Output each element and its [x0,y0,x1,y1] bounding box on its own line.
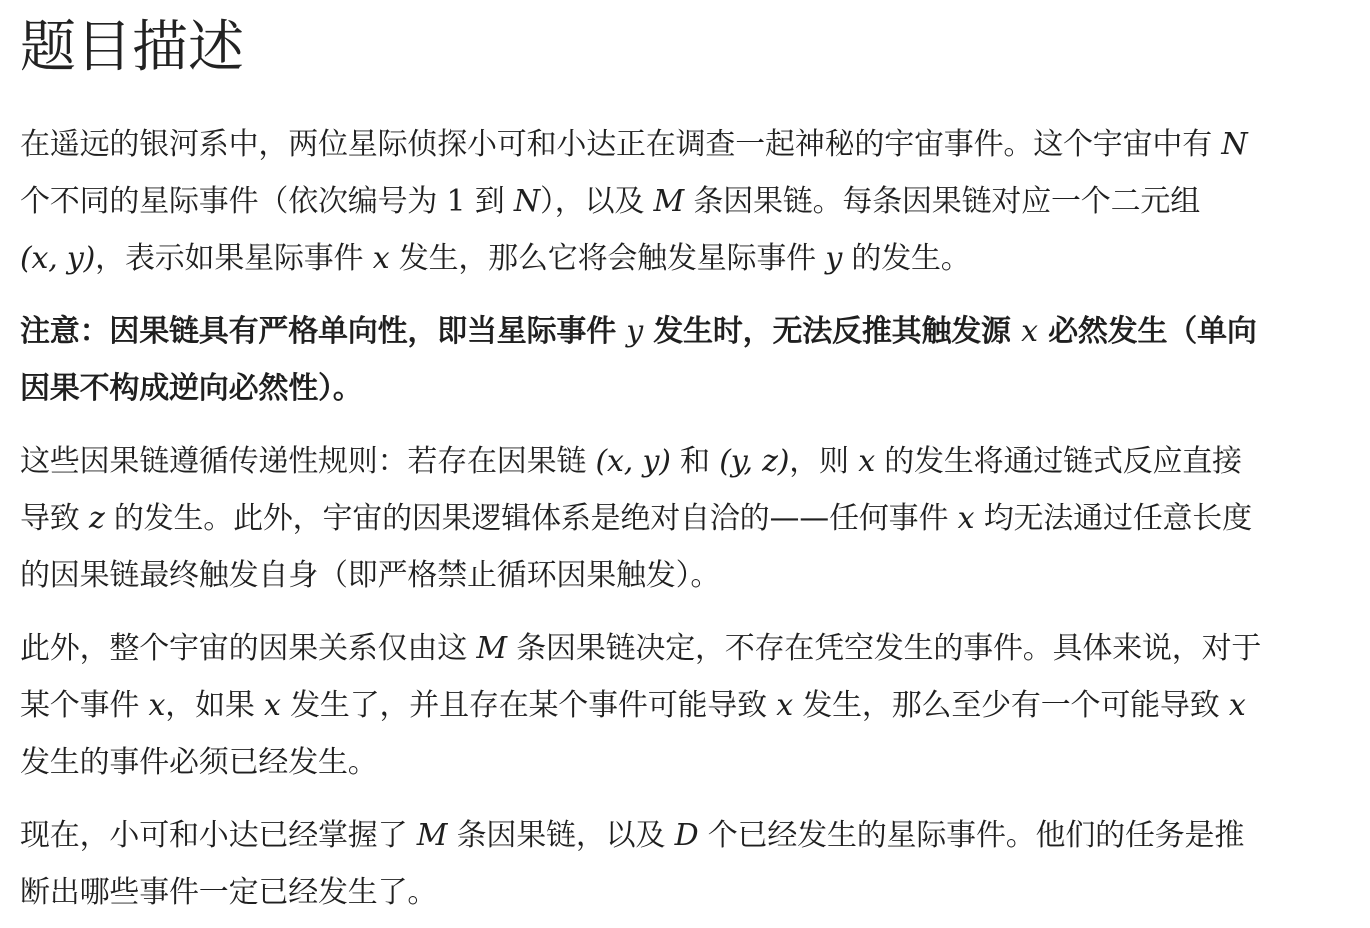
note-paragraph [20,303,1350,417]
text-line [20,116,1350,173]
text-segment: 到 [465,184,514,219]
text-line [20,303,1350,360]
text-line [20,490,1350,547]
text-segment: 均无法通过任意长度 [974,501,1252,536]
description-paragraph [20,620,1350,791]
math-symbol: x [858,444,875,479]
math-symbol: N [513,184,540,219]
math-symbol: x [776,688,793,723]
text-segment: 发生，那么至少有一个可能导致 [792,688,1229,723]
math-symbol: (x, y) [595,444,671,479]
text-segment: 发生的事件必须已经发生。 [20,745,378,780]
math-symbol: x [148,688,166,723]
math-symbol: (y, z) [719,444,790,479]
text-segment: ），以及 [539,184,654,219]
math-symbol: N [1221,127,1248,162]
math-symbol: x [957,501,975,536]
math-symbol: x [1228,688,1246,723]
text-segment: 条因果链。每条因果链对应一个二元组 [684,184,1200,219]
text-segment: 条因果链决定，不存在凭空发生的事件。具体来说，对于 [506,631,1262,666]
math-symbol: M [476,631,507,666]
text-segment: 在遥远的银河系中，两位星际侦探小可和小达正在调查一起神秘的宇宙事件。这个宇宙中有 [20,127,1222,162]
math-symbol: D [674,818,699,853]
text-line [20,677,1350,734]
math-symbol: 1 [446,184,466,219]
text-segment: 的发生。 [842,241,971,276]
text-line [20,433,1350,490]
text-segment: 和 [670,444,720,479]
text-segment: 某个事件 [20,688,149,723]
text-segment: 现在，小可和小达已经掌握了 [20,818,417,853]
text-line [20,230,1350,287]
math-symbol: y [626,314,643,349]
text-line [20,807,1350,864]
page-title: 题目描述 [20,15,244,80]
text-line [20,360,1350,417]
text-segment: 的发生将通过链式反应直接 [874,444,1242,479]
text-segment: 个不同的星际事件（依次编号为 [20,184,447,219]
text-segment: ，表示如果星际事件 [95,241,373,276]
text-segment: 断出哪些事件一定已经发生了。 [20,875,438,910]
text-segment: 导致 [20,501,89,536]
text-segment: 条因果链，以及 [447,818,675,853]
text-segment: 发生，那么它将会触发星际事件 [389,241,826,276]
text-segment: 这些因果链遵循传递性规则：若存在因果链 [20,444,596,479]
text-segment: 个已经发生的星际事件。他们的任务是推 [698,818,1245,853]
math-symbol: (x, y) [20,241,96,276]
text-segment: 的发生。此外，宇宙的因果逻辑体系是绝对自洽的——任何事件 [104,501,958,536]
text-line [20,734,1350,791]
math-symbol: x [1021,314,1038,349]
math-symbol: x [264,688,281,723]
text-line [20,620,1350,677]
text-segment: 的因果链最终触发自身（即严格禁止循环因果触发）。 [20,558,721,593]
text-line [20,864,1350,921]
problem-body [20,116,1350,921]
math-symbol: M [653,184,685,219]
description-paragraph [20,116,1350,287]
description-paragraph [20,807,1350,921]
text-segment: 因果不构成逆向必然性）。 [20,371,363,406]
text-segment: ，则 [789,444,859,479]
text-segment: 必然发生（单向 [1037,314,1257,349]
math-symbol: z [88,501,105,536]
text-segment: 注意：因果链具有严格单向性，即当星际事件 [20,314,627,349]
text-segment: ，如果 [165,688,265,723]
text-segment: 此外，整个宇宙的因果关系仅由这 [20,631,477,666]
text-segment: 发生了，并且存在某个事件可能导致 [280,688,777,723]
text-segment: 发生时，无法反推其触发源 [643,314,1022,349]
math-symbol: M [416,818,448,853]
description-paragraph [20,433,1350,604]
math-symbol: x [372,241,390,276]
text-line [20,547,1350,604]
math-symbol: y [825,241,843,276]
text-line [20,173,1350,230]
